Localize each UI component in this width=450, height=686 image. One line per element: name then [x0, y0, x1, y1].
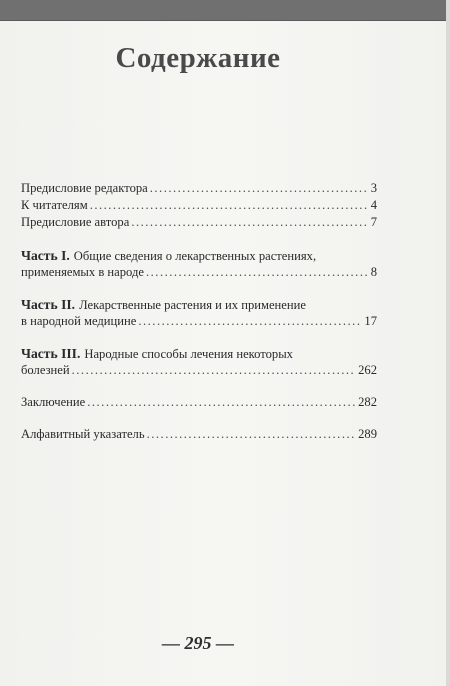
page-edge — [446, 0, 450, 686]
toc-entry-conclusion[interactable]: Заключение ..... 282 — [21, 394, 377, 411]
page-title: Содержание — [115, 42, 281, 74]
leader-dots — [131, 214, 368, 231]
table-of-contents — [21, 180, 377, 443]
leader-dots — [146, 264, 369, 281]
leader-dots — [90, 197, 369, 214]
toc-entry-part-1[interactable]: Часть I. Общие сведения о лекарственных растениях, применяемых в народе ..... 8 — [21, 247, 377, 281]
part-label: Часть III. — [21, 346, 81, 361]
toc-entry-to-readers[interactable]: К читателям ..... 4 — [21, 197, 377, 214]
leader-dots — [147, 426, 357, 443]
toc-entry-author-preface[interactable]: Предисловие автора ..... 7 — [21, 214, 377, 231]
part-label: Часть I. — [21, 248, 70, 263]
top-border — [0, 0, 446, 21]
leader-dots — [72, 362, 356, 379]
part-label: Часть II. — [21, 297, 76, 312]
toc-entry-alphabetical-index[interactable]: Алфавитный указатель ..... 289 — [21, 426, 377, 443]
page-number: — 295 — — [162, 633, 234, 653]
leader-dots — [87, 394, 356, 411]
leader-dots — [138, 313, 362, 330]
toc-entry-editor-preface[interactable]: Предисловие редактора ..... 3 — [21, 180, 377, 197]
toc-entry-part-3[interactable]: Часть III. Народные способы лечения некоторых болезней ..... 262 — [21, 345, 377, 379]
toc-entry-part-2[interactable]: Часть II. Лекарственные растения и их применение в народной медицине ..... 17 — [21, 296, 377, 330]
leader-dots — [150, 180, 369, 197]
